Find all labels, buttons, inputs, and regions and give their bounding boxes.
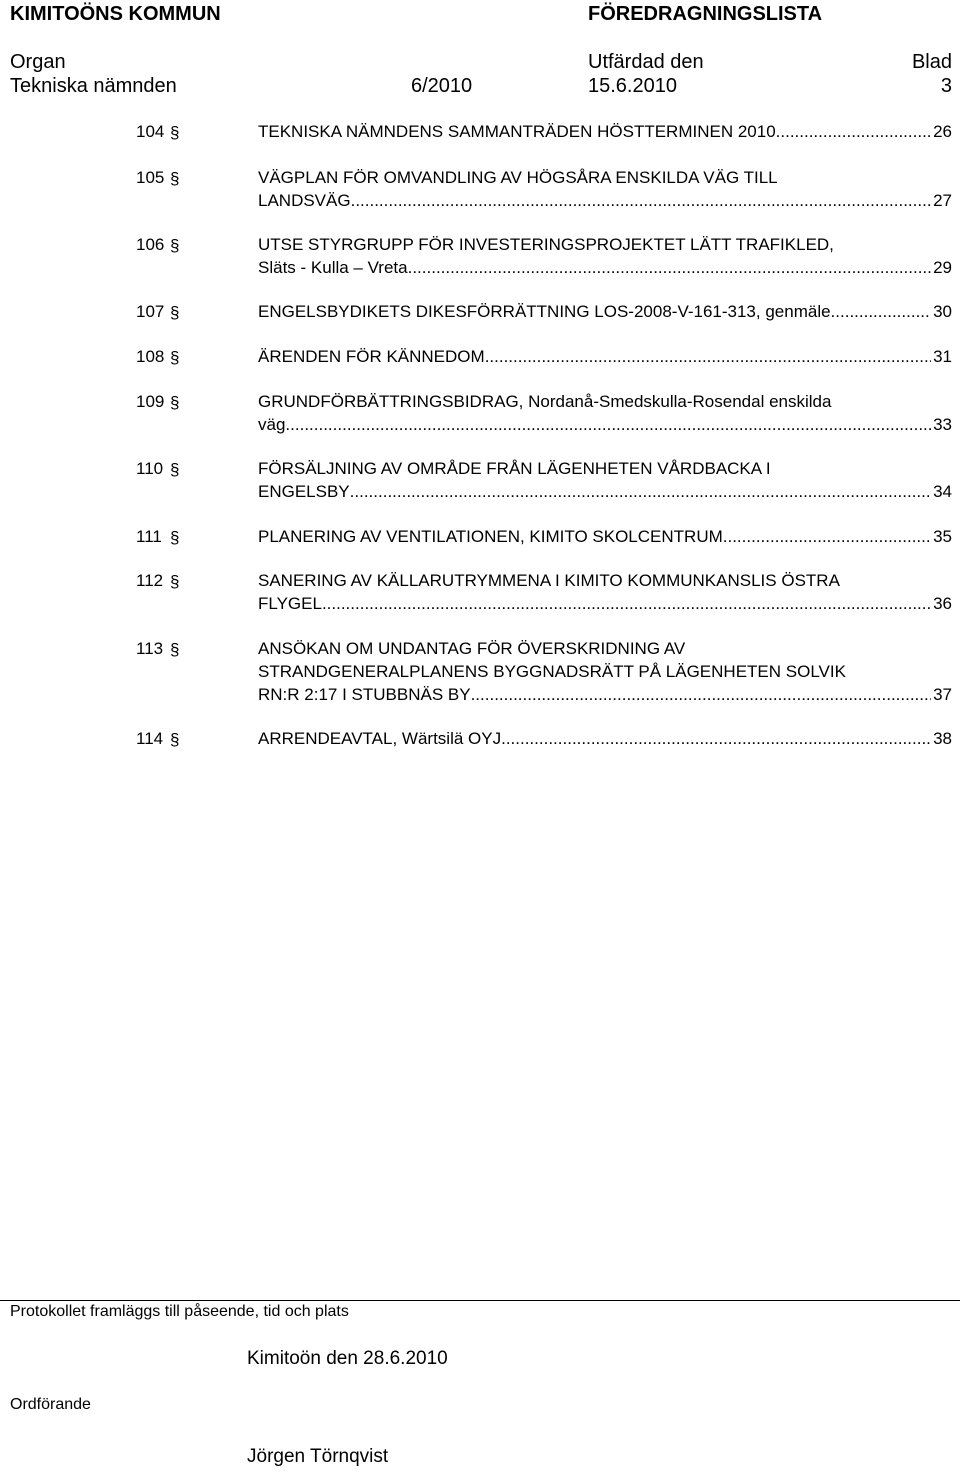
item-title-text: ARRENDEAVTAL, Wärtsilä OYJ <box>258 729 502 748</box>
paragraph-sign: § <box>170 123 180 142</box>
item-title-last-line <box>258 592 952 615</box>
item-number: 106 <box>136 235 165 254</box>
dot-leader <box>723 525 931 548</box>
item-title-line: ANSÖKAN OM UNDANTAG FÖR ÖVERSKRIDNING AV <box>258 639 686 658</box>
item-title-last-line <box>258 480 952 503</box>
item-title <box>258 727 952 750</box>
paragraph-sign: § <box>170 572 180 591</box>
item-title-text: RN:R 2:17 I STUBBNÄS BY <box>258 685 471 704</box>
footer-divider <box>0 1300 960 1301</box>
chair-name: Jörgen Törnqvist <box>247 1446 389 1467</box>
issued-label: Utfärdad den <box>588 51 704 73</box>
inspection-label: Protokollet framläggs till påseende, tid och plats <box>10 1303 349 1320</box>
item-title-last-line <box>258 727 952 750</box>
item-title-text: LANDSVÄG <box>258 191 351 210</box>
item-number: 104 <box>136 122 165 141</box>
item-title <box>258 300 952 323</box>
paragraph-sign: § <box>170 169 180 188</box>
item-page-number: 36 <box>933 594 952 613</box>
item-title-text: PLANERING AV VENTILATIONEN, KIMITO SKOLCENTRUM <box>258 527 723 546</box>
item-page-number: 29 <box>933 258 952 277</box>
item-number: 107 <box>136 302 165 321</box>
dot-leader <box>351 189 931 212</box>
item-title-last-line <box>258 189 952 212</box>
item-page-number: 31 <box>933 347 952 366</box>
item-number: 105 <box>136 168 165 187</box>
item-title-last-line <box>258 525 952 548</box>
item-title-line: STRANDGENERALPLANENS BYGGNADSRÄTT PÅ LÄGENHETEN SOLVIK <box>258 662 846 681</box>
page-label: Blad <box>911 51 952 73</box>
dot-leader <box>780 120 931 143</box>
dot-leader <box>350 480 931 503</box>
municipality-name: KIMITOÖNS KOMMUN <box>10 3 221 25</box>
item-title <box>258 120 952 143</box>
paragraph-sign: § <box>170 393 180 412</box>
dot-leader <box>485 345 931 368</box>
item-title-last-line <box>258 683 952 706</box>
item-number: 113 <box>136 639 164 658</box>
item-title-text: ENGELSBYDIKETS DIKESFÖRRÄTTNING LOS-2008-V-161-313, genmäle <box>258 302 831 321</box>
item-title-line: FÖRSÄLJNING AV OMRÅDE FRÅN LÄGENHETEN VÅRDBACKA I <box>258 459 771 478</box>
organ-value: Tekniska nämnden <box>10 75 177 97</box>
paragraph-sign: § <box>170 640 180 659</box>
dot-leader <box>501 727 931 750</box>
item-number: 108 <box>136 347 165 366</box>
item-title-line: GRUNDFÖRBÄTTRINGSBIDRAG, Nordanå-Smedskulla-Rosendal enskilda <box>258 392 832 411</box>
item-title-text: TEKNISKA NÄMNDENS SAMMANTRÄDEN HÖSTTERMINEN 2010. <box>258 122 781 141</box>
item-title-text: FLYGEL <box>258 594 322 613</box>
item-title <box>258 233 952 279</box>
item-title-line: UTSE STYRGRUPP FÖR INVESTERINGSPROJEKTET LÄTT TRAFIKLED, <box>258 235 834 254</box>
meeting-number: 6/2010 <box>411 75 473 97</box>
dot-leader <box>322 592 931 615</box>
item-title-last-line <box>258 413 952 436</box>
item-number: 111 <box>136 527 162 546</box>
item-title-line: SANERING AV KÄLLARUTRYMMENA I KIMITO KOMMUNKANSLIS ÖSTRA <box>258 571 840 590</box>
item-title <box>258 569 952 615</box>
item-title <box>258 166 952 212</box>
dot-leader <box>471 683 932 706</box>
item-title-text: Släts - Kulla – Vreta <box>258 258 408 277</box>
item-title-text: ÄRENDEN FÖR KÄNNEDOM <box>258 347 485 366</box>
item-page-number: 27 <box>933 191 952 210</box>
item-title-last-line <box>258 345 952 368</box>
item-title <box>258 525 952 548</box>
dot-leader <box>285 413 931 436</box>
paragraph-sign: § <box>170 528 180 547</box>
dot-leader <box>408 256 931 279</box>
item-page-number: 38 <box>933 729 952 748</box>
dot-leader <box>831 300 932 323</box>
item-page-number: 34 <box>933 482 952 501</box>
item-page-number: 37 <box>933 685 952 704</box>
document-type: FÖREDRAGNINGSLISTA <box>588 3 823 25</box>
item-title <box>258 390 952 436</box>
item-page-number: 26 <box>933 122 952 141</box>
paragraph-sign: § <box>170 460 180 479</box>
paragraph-sign: § <box>170 348 180 367</box>
chair-label: Ordförande <box>10 1396 91 1413</box>
item-title <box>258 345 952 368</box>
issued-date: 15.6.2010 <box>588 75 677 97</box>
item-title-text: ENGELSBY <box>258 482 350 501</box>
item-title-last-line <box>258 120 952 143</box>
item-title-last-line <box>258 300 952 323</box>
organ-label: Organ <box>10 51 66 73</box>
item-number: 110 <box>136 459 164 478</box>
item-page-number: 30 <box>933 302 952 321</box>
item-page-number: 35 <box>933 527 952 546</box>
paragraph-sign: § <box>170 236 180 255</box>
paragraph-sign: § <box>170 730 180 749</box>
item-number: 114 <box>136 729 164 748</box>
item-number: 112 <box>136 571 164 590</box>
item-title <box>258 457 952 503</box>
item-page-number: 33 <box>933 415 952 434</box>
item-title <box>258 637 952 706</box>
item-number: 109 <box>136 392 165 411</box>
item-title-last-line <box>258 256 952 279</box>
item-title-line: VÄGPLAN FÖR OMVANDLING AV HÖGSÅRA ENSKILDA VÄG TILL <box>258 168 778 187</box>
paragraph-sign: § <box>170 303 180 322</box>
item-title-text: väg <box>258 415 286 434</box>
page-number: 3 <box>940 75 952 97</box>
inspection-value: Kimitoön den 28.6.2010 <box>247 1348 448 1369</box>
